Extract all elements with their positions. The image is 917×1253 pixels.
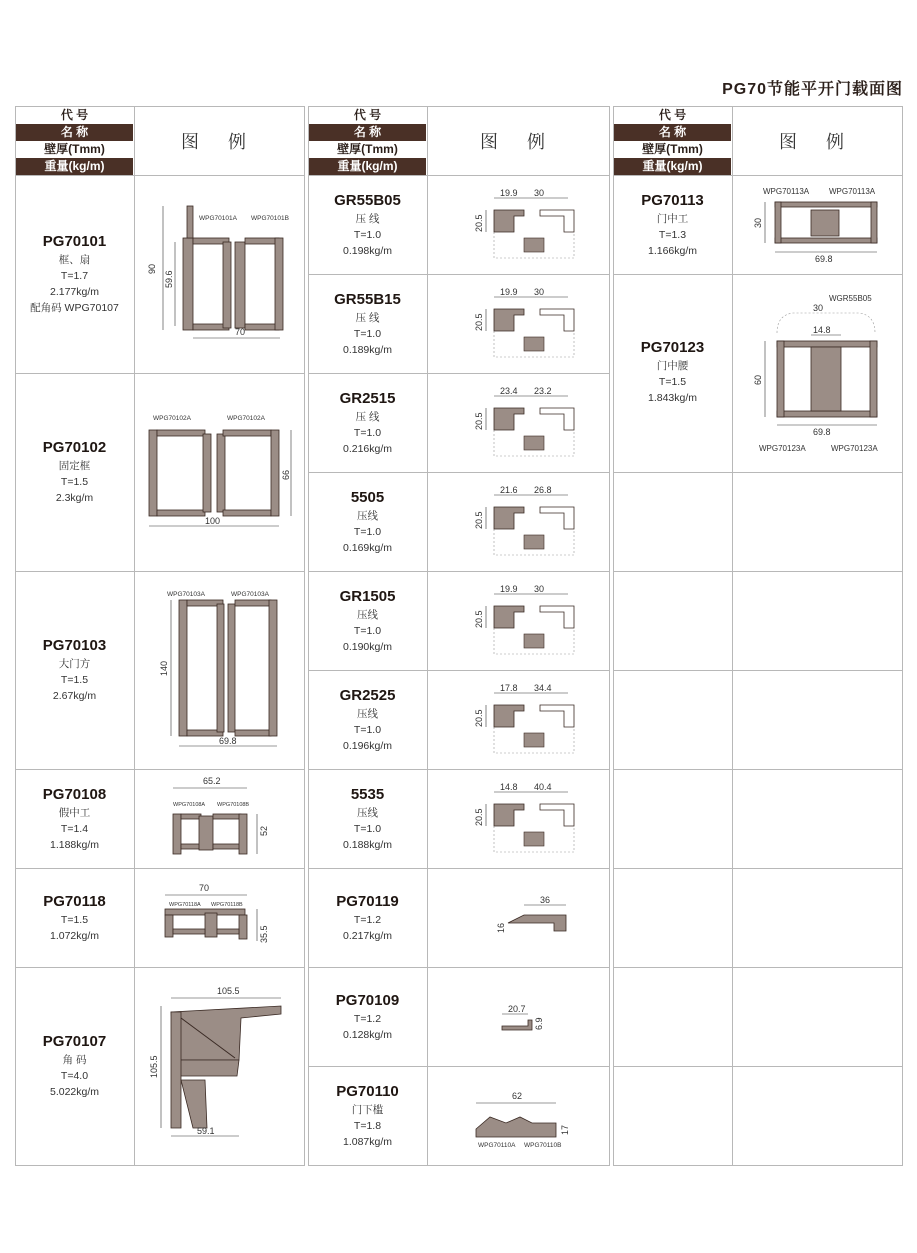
profile-code: GR2515 [339, 389, 396, 407]
dimension-label: 20.5 [474, 412, 484, 430]
empty-row [614, 770, 902, 869]
profile-row [16, 770, 304, 869]
part-label: WGR55B05 [829, 294, 872, 303]
profile-code: PG70118 [43, 892, 106, 910]
dimension-label: 140 [159, 660, 169, 676]
dimension-label: 20.5 [474, 214, 484, 232]
column-1 [15, 106, 305, 1166]
header-figure: 图 例 [134, 107, 304, 175]
header-thickness: 壁厚(Tmm) [309, 141, 426, 158]
header-weight: 重量(kg/m) [309, 158, 426, 175]
column-2-rows [309, 176, 609, 1166]
profile-figure [732, 176, 902, 274]
dimension-label: 69.8 [815, 254, 833, 264]
profile-detail: 0.190kg/m [342, 640, 393, 653]
dimension-label: 19.9 [500, 188, 518, 198]
profile-row [16, 572, 304, 770]
profile-info [16, 869, 133, 967]
profile-thickness: T=1.5 [60, 674, 89, 686]
header-figure: 图 例 [427, 107, 609, 175]
profile-row [309, 473, 609, 572]
profile-name: 门中工 [656, 212, 689, 225]
profile-row [614, 275, 902, 473]
profile-info [16, 176, 133, 373]
profile-row [309, 1067, 609, 1166]
profile-section-drawing [428, 275, 610, 373]
bead-profile [494, 705, 524, 727]
profile-figure [134, 770, 304, 868]
profile-weight: 1.188kg/m [49, 838, 100, 851]
profile-info [614, 275, 731, 472]
bead-profile [494, 309, 524, 331]
profile-info [309, 275, 426, 373]
profile-code: PG70113 [641, 191, 704, 209]
profile-code: 5505 [350, 488, 385, 506]
empty-row [614, 572, 902, 671]
dimension-label: 16 [496, 922, 506, 933]
dimension-label: 6.9 [534, 1017, 544, 1030]
dimension-label: 59.6 [164, 270, 174, 288]
thermal-break [524, 832, 544, 846]
dimension-label: 14.8 [500, 782, 518, 792]
profile-detail: T=1.0 [353, 228, 382, 241]
thermal-break [524, 634, 544, 648]
profile-detail: T=1.2 [353, 913, 382, 926]
profile-info [309, 968, 426, 1066]
empty-row [614, 869, 902, 968]
profile-row [309, 968, 609, 1067]
page-title: PG70节能平开门载面图 [722, 81, 903, 98]
profile-info [614, 176, 731, 274]
thermal-break [524, 535, 544, 549]
profile-code: PG70119 [336, 892, 399, 910]
profile-row [309, 572, 609, 671]
profile-code: PG70109 [335, 991, 400, 1009]
dimension-label: 14.8 [813, 325, 831, 335]
profile-detail: 压线 [357, 608, 378, 621]
dimension-label: 20.5 [474, 610, 484, 628]
profile-detail: T=1.2 [353, 1012, 382, 1025]
profile-section-drawing [428, 968, 610, 1066]
dimension-label: 20.5 [474, 511, 484, 529]
profile-weight: 5.022kg/m [49, 1086, 100, 1098]
dimension-label: 52 [259, 825, 269, 836]
profile-detail: 0.128kg/m [342, 1028, 393, 1041]
profile-section-drawing [135, 176, 304, 373]
part-label: WPG70103A [231, 591, 269, 598]
profile-detail: 0.189kg/m [342, 343, 393, 356]
profile-detail: 压线 [357, 806, 378, 819]
header-code: 代 号 [309, 107, 426, 124]
profile-section-drawing [428, 176, 610, 274]
profile-row [614, 176, 902, 275]
profile-figure [427, 374, 609, 472]
empty-row [614, 1067, 902, 1166]
profile-figure [427, 572, 609, 670]
profile-figure [427, 671, 609, 769]
dimension-label: 30 [534, 584, 545, 594]
dimension-label: 62 [512, 1091, 523, 1101]
bead-profile [540, 210, 574, 232]
profile-row [309, 275, 609, 374]
thermal-break [524, 337, 544, 351]
empty-figure [732, 869, 902, 967]
header-weight: 重量(kg/m) [614, 158, 731, 175]
part-label: WPG70108A [173, 802, 206, 808]
dimension-label: 23.4 [500, 386, 518, 396]
profile-section-drawing [428, 671, 610, 769]
column-header [16, 106, 304, 176]
dimension-label: 30 [534, 188, 545, 198]
empty-row [614, 473, 902, 572]
profile-figure [427, 770, 609, 868]
dimension-label: 36 [540, 895, 551, 905]
part-label: WPG70101B [251, 215, 289, 222]
empty-row [614, 968, 902, 1067]
profile-detail: T=1.0 [353, 327, 382, 340]
profile-detail: 0.217kg/m [342, 929, 393, 942]
profile-thickness: T=1.4 [60, 822, 89, 835]
header-thickness: 壁厚(Tmm) [16, 141, 133, 158]
profile-code: 5535 [350, 785, 385, 803]
dimension-label: 65.2 [203, 776, 221, 786]
profile-figure [427, 968, 609, 1066]
profile-info [309, 176, 426, 274]
dimension-label: 34.4 [534, 683, 552, 693]
profile-detail: 压线 [357, 509, 378, 522]
profile-weight: 1.843kg/m [647, 392, 698, 404]
part-label: WPG70102A [227, 415, 265, 422]
profile-section-drawing [428, 869, 610, 967]
profile-detail: 门下槛 [351, 1103, 384, 1116]
profile-detail: 压线 [357, 707, 378, 720]
profile-detail: T=1.0 [353, 525, 382, 538]
dimension-label: 21.6 [500, 485, 518, 495]
profile-detail: 1.087kg/m [342, 1135, 393, 1148]
profile-figure [134, 176, 304, 373]
profile-section-drawing [428, 572, 610, 670]
profile-weight: 2.3kg/m [55, 492, 94, 504]
profile-code: PG70123 [640, 339, 705, 356]
dimension-label: 19.9 [500, 584, 518, 594]
profile-shape [502, 1020, 532, 1030]
header-name: 名 称 [309, 124, 426, 141]
bead-profile [540, 309, 574, 331]
profile-thickness: T=4.0 [60, 1070, 89, 1082]
part-label: WPG70102A [153, 415, 191, 422]
dimension-label: 26.8 [534, 485, 552, 495]
dimension-label: 70 [235, 327, 246, 337]
part-label: WPG70101A [199, 215, 237, 222]
profile-figure [427, 275, 609, 373]
profile-code: GR55B05 [334, 191, 401, 209]
profile-detail: 压 线 [355, 212, 380, 225]
profile-row [309, 176, 609, 275]
dimension-label: 105.5 [217, 986, 240, 996]
profile-detail: T=1.0 [353, 723, 382, 736]
dimension-label: 30 [534, 287, 545, 297]
empty-figure [732, 968, 902, 1066]
profile-name: 固定框 [58, 460, 91, 472]
profile-code: GR55B15 [334, 290, 401, 308]
header-thickness: 壁厚(Tmm) [614, 141, 731, 158]
profile-thickness: T=1.5 [658, 376, 687, 388]
profile-code: PG70102 [42, 439, 107, 456]
profile-info [309, 473, 426, 571]
bead-profile [494, 507, 524, 529]
profile-info [309, 572, 426, 670]
profile-weight: 1.166kg/m [647, 244, 698, 257]
profile-shape [508, 915, 566, 931]
thermal-break [524, 436, 544, 450]
profile-thickness: T=1.7 [60, 270, 89, 282]
profile-row [309, 374, 609, 473]
profile-figure [427, 176, 609, 274]
part-label: WPG70118B [211, 902, 243, 908]
profile-section-drawing [733, 275, 902, 472]
column-2 [308, 106, 610, 1166]
profile-code: PG70103 [42, 637, 107, 654]
profile-detail: T=1.0 [353, 822, 382, 835]
empty-figure [732, 671, 902, 769]
empty-row [614, 671, 902, 770]
part-label: WPG70118A [169, 902, 201, 908]
profile-detail: T=1.0 [353, 624, 382, 637]
profile-figure [134, 374, 304, 571]
profile-figure [134, 572, 304, 769]
dimension-label: 23.2 [534, 386, 552, 396]
profile-code: GR1505 [339, 587, 396, 605]
profile-info [16, 374, 133, 571]
profile-row [309, 869, 609, 968]
profile-thickness: T=1.5 [60, 913, 89, 926]
profile-detail: 0.169kg/m [342, 541, 393, 554]
profile-info [309, 869, 426, 967]
profile-row [16, 869, 304, 968]
profile-section-drawing [428, 374, 610, 472]
dimension-label: 19.9 [500, 287, 518, 297]
bead-profile [494, 804, 524, 826]
part-label: WPG70108B [217, 802, 250, 808]
part-label: WPG70123A [759, 444, 806, 453]
profile-detail: T=1.8 [353, 1119, 382, 1132]
header-weight: 重量(kg/m) [16, 158, 133, 175]
profile-detail: 0.216kg/m [342, 442, 393, 455]
profile-info [309, 374, 426, 472]
dimension-label: 60 [753, 374, 763, 385]
profile-detail: T=1.0 [353, 426, 382, 439]
column-header [309, 106, 609, 176]
bead-profile [494, 408, 524, 430]
dimension-label: 17 [560, 1124, 570, 1135]
profile-section-drawing [428, 770, 610, 868]
profile-code: GR2525 [339, 686, 396, 704]
dimension-label: 40.4 [534, 782, 552, 792]
dimension-label: 100 [205, 516, 221, 526]
dimension-label: 69.8 [219, 736, 237, 746]
profile-name: 大门方 [58, 658, 91, 670]
bead-profile [540, 507, 574, 529]
profile-figure [134, 869, 304, 967]
profile-figure [732, 275, 902, 472]
bead-profile [540, 705, 574, 727]
profile-detail: 压 线 [355, 410, 380, 423]
profile-shape [476, 1117, 556, 1137]
profile-weight: 2.177kg/m [49, 286, 100, 298]
dimension-label: 69.8 [813, 427, 831, 437]
profile-row [309, 770, 609, 869]
dimension-label: 20.5 [474, 808, 484, 826]
header-name: 名 称 [614, 124, 731, 141]
column-3 [613, 106, 903, 1166]
empty-figure [732, 473, 902, 571]
profile-weight: 1.072kg/m [49, 929, 100, 942]
profile-info [309, 770, 426, 868]
thermal-break [524, 733, 544, 747]
dimension-label: 20.5 [474, 313, 484, 331]
part-label: WPG70113A [829, 187, 876, 196]
empty-figure [732, 1067, 902, 1165]
profile-name: 角 码 [62, 1054, 87, 1066]
corner-connector-drawing [135, 968, 304, 1165]
dimension-label: 17.8 [500, 683, 518, 693]
empty-figure [732, 572, 902, 670]
profile-detail: 0.196kg/m [342, 739, 393, 752]
profile-section-drawing [733, 176, 902, 274]
profile-figure [427, 1067, 609, 1165]
profile-code: PG70110 [336, 1082, 399, 1100]
profile-info [16, 572, 133, 769]
header-figure: 图 例 [732, 107, 902, 175]
dimension-label: 105.5 [149, 1055, 159, 1078]
part-label: WPG70110A [478, 1142, 516, 1149]
profile-detail: 压 线 [355, 311, 380, 324]
profile-figure [427, 869, 609, 967]
profile-detail: 0.188kg/m [342, 838, 393, 851]
profile-thickness: T=1.5 [60, 476, 89, 488]
dimension-label: 30 [813, 303, 824, 313]
profile-section-drawing [135, 869, 304, 967]
header-name: 名 称 [16, 124, 133, 141]
profile-name: 门中腰 [656, 360, 689, 372]
part-label: WPG70123A [831, 444, 878, 453]
profile-row [16, 176, 304, 374]
dimension-label: 70 [199, 883, 210, 893]
column-header [614, 106, 902, 176]
profile-section-drawing [135, 374, 304, 571]
dimension-label: 35.5 [259, 925, 269, 943]
empty-figure [732, 770, 902, 868]
profile-section-drawing [135, 770, 304, 868]
bead-profile [540, 408, 574, 430]
profile-row [309, 671, 609, 770]
profile-note: 配角码 WPG70107 [30, 302, 119, 314]
thermal-break [524, 238, 544, 252]
profile-info [16, 968, 133, 1165]
header-code: 代 号 [614, 107, 731, 124]
dimension-label: 20.7 [508, 1004, 526, 1014]
profile-section-drawing [135, 572, 304, 769]
profile-row [16, 968, 304, 1166]
profile-figure [134, 968, 304, 1165]
profile-row [16, 374, 304, 572]
profile-info [309, 671, 426, 769]
profile-figure [427, 473, 609, 571]
dimension-label: 30 [753, 217, 763, 228]
dimension-label: 20.5 [474, 709, 484, 727]
part-label: WPG70110B [524, 1142, 562, 1149]
profile-weight: 2.67kg/m [52, 690, 97, 702]
part-label: WPG70113A [763, 187, 810, 196]
dimension-label: 66 [281, 469, 291, 480]
bead-profile [540, 606, 574, 628]
profile-thickness: T=1.3 [658, 228, 687, 241]
profile-info [309, 1067, 426, 1165]
bead-profile [540, 804, 574, 826]
profile-info [16, 770, 133, 868]
profile-code: PG70101 [42, 233, 107, 250]
part-label: WPG70103A [167, 591, 205, 598]
bead-profile [494, 210, 524, 232]
header-code: 代 号 [16, 107, 133, 124]
dimension-label: 90 [147, 263, 157, 274]
bead-profile [494, 606, 524, 628]
profile-code: PG70107 [42, 1033, 107, 1050]
profile-section-drawing [428, 1067, 610, 1165]
profile-code: PG70108 [42, 785, 107, 803]
profile-name: 框、扇 [58, 254, 91, 266]
profile-name: 假中工 [58, 806, 91, 819]
dimension-label: 59.1 [197, 1126, 215, 1136]
profile-section-drawing [428, 473, 610, 571]
profile-detail: 0.198kg/m [342, 244, 393, 257]
